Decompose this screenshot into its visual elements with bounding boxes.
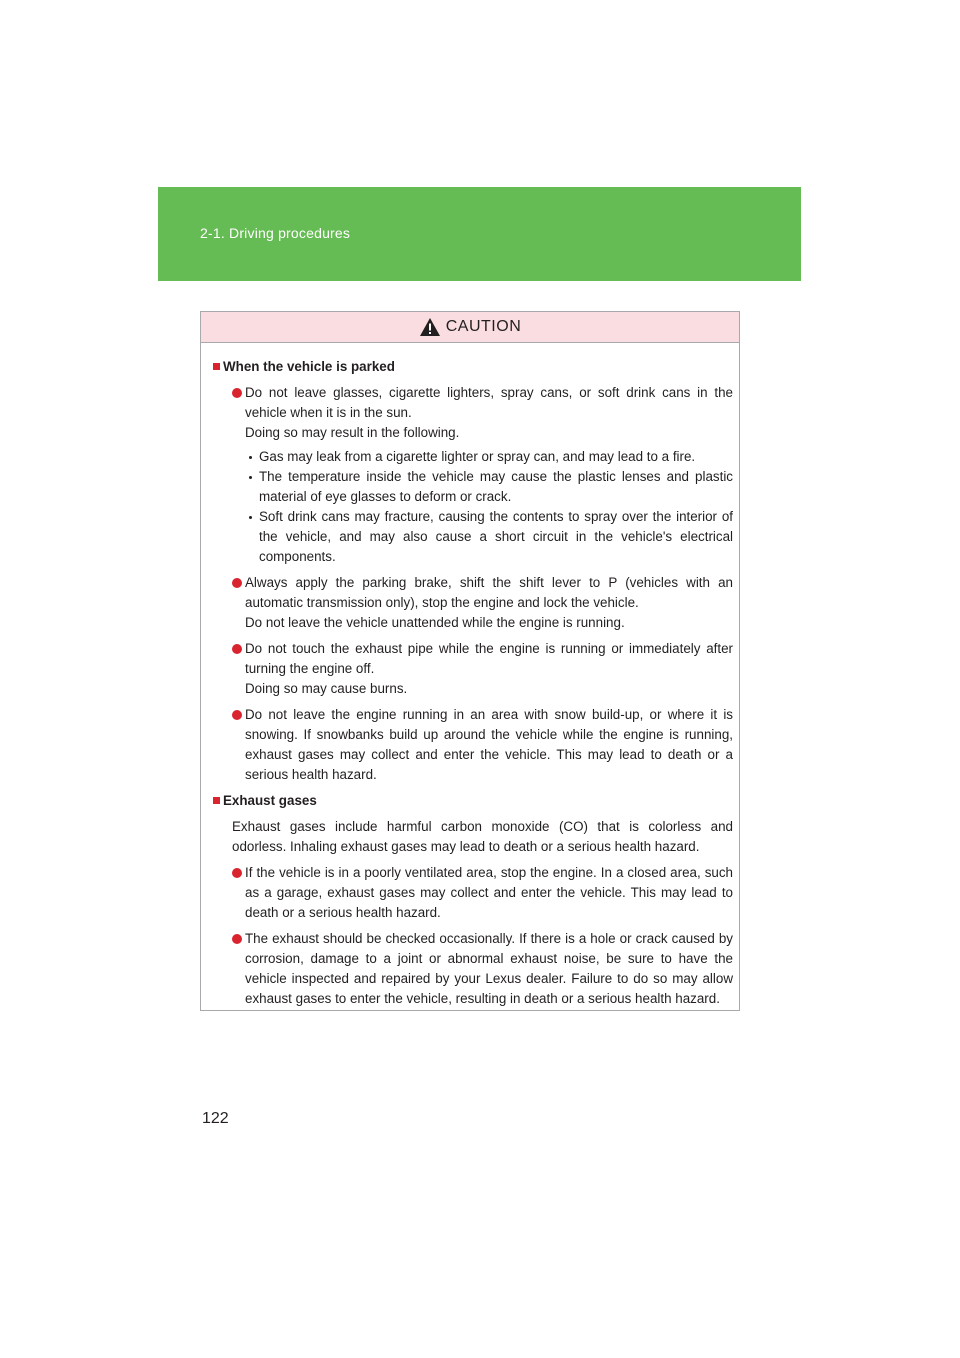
- item-text: Do not touch the exhaust pipe while the engine is running or immediately after turning the engine off.: [245, 641, 733, 676]
- item-text: The exhaust should be checked occasionally. If there is a hole or crack caused by corrosion, damage to a joint or abnormal exhaust noise, be sure to have the vehicle inspected and repaired by your Lexus dealer. Failure to do so may allow exhaust gases to enter the vehicle, resulting in death or a serious health hazard.: [245, 931, 733, 1006]
- bullet-dot-icon: [232, 868, 242, 878]
- list-item: [213, 929, 733, 1009]
- sub-list-item: The temperature inside the vehicle may cause the plastic lenses and plastic material of eye glasses to deform or crack.: [213, 467, 733, 507]
- item-followup: Do not leave the vehicle unattended while the engine is running.: [245, 615, 625, 630]
- small-bullet-icon: [249, 456, 252, 459]
- item-followup: Doing so may result in the following.: [245, 425, 460, 440]
- item-text: Do not leave glasses, cigarette lighters, spray cans, or soft drink cans in the vehicle when it is in the sun.: [245, 385, 733, 420]
- item-text: If the vehicle is in a poorly ventilated area, stop the engine. In a closed area, such as a garage, exhaust gases may collect and enter the vehicle. This may lead to death or a serious health hazard.: [245, 865, 733, 920]
- section-title: 2-1. Driving procedures: [200, 225, 351, 241]
- list-item: [213, 639, 733, 699]
- sub-list-item: Gas may leak from a cigarette lighter or spray can, and may lead to a fire.: [213, 447, 733, 467]
- header-band: [158, 187, 801, 281]
- item-followup: Doing so may cause burns.: [245, 681, 408, 696]
- bullet-dot-icon: [232, 644, 242, 654]
- bullet-dot-icon: [232, 934, 242, 944]
- section-intro: Exhaust gases include harmful carbon monoxide (CO) that is colorless and odorless. Inhaling exhaust gases may lead to death or a serious health hazard.: [232, 819, 733, 854]
- caution-box: [200, 311, 740, 1011]
- square-bullet-icon: [213, 797, 220, 804]
- bullet-dot-icon: [232, 388, 242, 398]
- page-number: 122: [202, 1110, 229, 1127]
- list-item: [213, 573, 733, 633]
- section-heading: Exhaust gases: [213, 791, 733, 811]
- item-text: Do not leave the engine running in an area with snow build-up, or where it is snowing. If snowbanks build up around the vehicle while the engine is running, exhaust gases may collect and enter the vehicle. This may lead to death or a serious health hazard.: [245, 707, 733, 782]
- warning-triangle-icon: [419, 317, 441, 337]
- bullet-dot-icon: [232, 578, 242, 588]
- list-item: [213, 705, 733, 785]
- item-text: Always apply the parking brake, shift the shift lever to P (vehicles with an automatic transmission only), stop the engine and lock the vehicle.: [245, 575, 733, 610]
- list-item: [213, 863, 733, 923]
- section-heading: When the vehicle is parked: [213, 357, 733, 377]
- small-bullet-icon: [249, 516, 252, 519]
- small-bullet-icon: [249, 476, 252, 479]
- bullet-dot-icon: [232, 710, 242, 720]
- caution-body: [201, 343, 739, 1009]
- list-item: [213, 383, 733, 443]
- square-bullet-icon: [213, 363, 220, 370]
- caution-title: CAUTION: [445, 318, 522, 335]
- caution-header: [201, 312, 739, 343]
- sub-list-item: Soft drink cans may fracture, causing the contents to spray over the interior of the vehicle, and may also cause a short circuit in the vehicle's electrical components.: [213, 507, 733, 567]
